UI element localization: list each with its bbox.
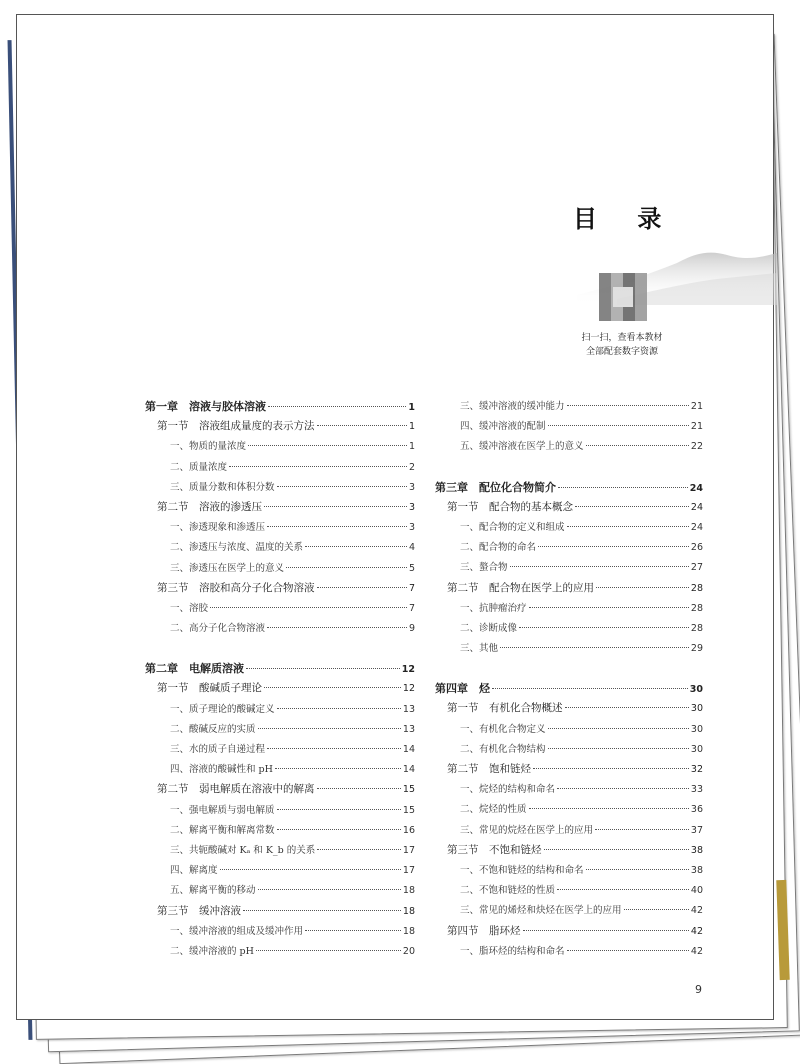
toc-entry-page: 36: [690, 804, 703, 816]
toc-entry-title: 四、解离度: [170, 865, 218, 877]
toc-entry-page: 24: [689, 482, 703, 494]
toc-entry-section[interactable]: [435, 761, 703, 781]
qr-code[interactable]: [599, 273, 647, 321]
dot-leader: [500, 647, 689, 648]
dot-leader: [565, 707, 689, 708]
page-number: 9: [695, 983, 702, 996]
toc-entry-sub[interactable]: [145, 862, 415, 882]
toc-entry-title: 第二节 饱和链烃: [447, 763, 531, 775]
dot-leader: [264, 687, 401, 688]
toc-entry-sub[interactable]: [435, 902, 703, 922]
toc-entry-chapter[interactable]: [145, 398, 415, 418]
toc-entry-title: 第一节 有机化合物概述: [447, 702, 563, 715]
dot-leader: [317, 788, 401, 789]
toc-entry-page: 42: [690, 945, 703, 957]
dot-leader: [558, 487, 688, 488]
toc-entry-page: 13: [402, 703, 415, 715]
toc-entry-page: 30: [690, 703, 703, 715]
toc-entry-title: 二、烷烃的性质: [460, 804, 527, 816]
toc-entry-title: 二、高分子化合物溶液: [170, 623, 266, 635]
dot-leader: [268, 406, 406, 407]
toc-entry-chapter[interactable]: [435, 680, 703, 700]
toc-entry-sub[interactable]: [145, 459, 415, 479]
toc-entry-sub[interactable]: [435, 943, 703, 963]
toc-page: [16, 14, 774, 1020]
toc-entry-section[interactable]: [145, 580, 415, 600]
toc-entry-sub[interactable]: [145, 721, 415, 741]
toc-entry-title: 三、其他: [460, 643, 499, 655]
toc-entry-section[interactable]: [435, 580, 703, 600]
toc-entry-title: 第三节 不饱和链烃: [447, 843, 542, 856]
toc-entry-title: 一、配合物的定义和组成: [460, 521, 565, 533]
dot-leader: [519, 627, 689, 628]
dot-leader: [567, 526, 689, 527]
toc-entry-sub[interactable]: [145, 943, 415, 963]
toc-entry-sub[interactable]: [435, 801, 703, 821]
toc-entry-title: 四、溶液的酸碱性和 pH: [170, 764, 273, 776]
toc-entry-page: 38: [690, 864, 703, 876]
toc-entry-title: 二、诊断成像: [460, 622, 518, 634]
toc-entry-page: 33: [690, 784, 703, 796]
toc-entry-page: 18: [402, 905, 415, 917]
dot-leader: [586, 869, 689, 870]
toc-entry-page: 1: [408, 402, 415, 413]
toc-entry-title: 三、螯合物: [460, 562, 508, 574]
toc-entry-page: 7: [408, 602, 415, 614]
toc-entry-sub[interactable]: [435, 539, 703, 559]
toc-entry-page: 22: [690, 441, 703, 453]
dot-leader: [548, 425, 689, 426]
dot-leader: [277, 829, 401, 830]
dot-leader: [529, 808, 689, 809]
toc-entry-title: 一、烷烃的结构和命名: [460, 784, 556, 796]
toc-entry-title: 第一章 溶液与胶体溶液: [145, 400, 266, 413]
toc-entry-page: 1: [408, 441, 415, 453]
toc-entry-sub[interactable]: [435, 519, 703, 539]
toc-entry-page: 28: [690, 602, 703, 614]
toc-entry-title: 四、缓冲溶液的配制: [460, 421, 546, 433]
toc-entry-title: 三、常见的烯烃和炔烃在医学上的应用: [460, 905, 622, 917]
toc-entry-sub[interactable]: [435, 721, 703, 741]
toc-entry-sub[interactable]: [145, 479, 415, 499]
dot-leader: [277, 708, 401, 709]
toc-entry-page: 30: [690, 723, 703, 735]
dot-leader: [567, 405, 689, 406]
toc-entry-title: 二、配合物的命名: [460, 542, 537, 554]
dot-leader: [256, 950, 401, 951]
dot-leader: [624, 909, 689, 910]
toc-entry-sub[interactable]: [435, 600, 703, 620]
dot-leader: [548, 748, 689, 749]
toc-entry-page: 9: [408, 623, 415, 635]
dot-leader: [248, 445, 407, 446]
toc-entry-sub[interactable]: [145, 438, 415, 458]
toc-entry-page: 42: [690, 925, 703, 937]
dot-leader: [305, 546, 407, 547]
toc-entry-page: 37: [690, 824, 703, 836]
toc-gap: [435, 459, 703, 479]
toc-entry-section[interactable]: [435, 700, 703, 720]
dot-leader: [258, 728, 401, 729]
toc-entry-page: 3: [408, 522, 415, 534]
dot-leader: [220, 869, 401, 870]
dot-leader: [317, 587, 407, 588]
dot-leader: [586, 445, 689, 446]
toc-entry-sub[interactable]: [145, 842, 415, 862]
toc-entry-title: 一、抗肿瘤治疗: [460, 602, 527, 614]
toc-entry-title: 一、强电解质与弱电解质: [170, 804, 275, 816]
dot-leader: [317, 849, 401, 850]
toc-entry-page: 4: [408, 542, 415, 554]
toc-entry-title: 第一节 溶液组成量度的表示方法: [157, 420, 315, 433]
toc-entry-section[interactable]: [435, 923, 703, 943]
dot-leader: [267, 627, 407, 628]
toc-entry-sub[interactable]: [435, 418, 703, 438]
toc-entry-title: 三、水的质子自递过程: [170, 744, 266, 755]
toc-entry-page: 3: [408, 501, 415, 513]
toc-entry-page: 12: [401, 664, 415, 676]
toc-entry-page: 14: [402, 764, 415, 776]
dot-leader: [246, 668, 400, 669]
toc-entry-sub[interactable]: [435, 398, 703, 418]
toc-entry-page: 29: [690, 643, 703, 655]
toc-entry-section[interactable]: [145, 781, 415, 801]
toc-entry-page: 28: [690, 582, 703, 594]
toc-entry-page: 14: [402, 744, 415, 755]
toc-entry-title: 二、渗透压与浓度、温度的关系: [170, 542, 304, 554]
toc-entry-title: 五、缓冲溶液在医学上的意义: [460, 441, 584, 453]
toc-entry-title: 一、缓冲溶液的组成及缓冲作用: [170, 925, 304, 937]
dot-leader: [258, 889, 401, 890]
qr-caption-line-1: 扫一扫，查看本教材: [581, 333, 663, 343]
toc-entry-title: 第二节 溶液的渗透压: [157, 500, 262, 513]
toc-entry-page: 40: [690, 885, 703, 897]
dot-leader: [286, 567, 407, 568]
dot-leader: [538, 546, 689, 547]
toc-entry-title: 第二章 电解质溶液: [145, 662, 244, 676]
toc-entry-title: 一、脂环烃的结构和命名: [460, 945, 565, 957]
toc-entry-title: 一、质子理论的酸碱定义: [170, 703, 275, 715]
dot-leader: [264, 506, 407, 507]
qr-caption-line-2: 全部配套数字资源: [585, 347, 658, 357]
toc-entry-page: 15: [402, 784, 415, 796]
dot-leader: [567, 950, 689, 951]
dot-leader: [595, 829, 689, 830]
toc-entry-title: 第二节 弱电解质在溶液中的解离: [157, 783, 315, 796]
toc-entry-section[interactable]: [435, 499, 703, 519]
toc-column-right: [435, 398, 703, 963]
dot-leader: [492, 688, 688, 689]
toc-entry-sub[interactable]: [435, 882, 703, 902]
toc-entry-title: 二、解离平衡和解离常数: [170, 824, 275, 836]
toc-entry-title: 第二节 配合物在医学上的应用: [447, 581, 594, 594]
toc-entry-sub[interactable]: [145, 923, 415, 943]
toc-entry-sub[interactable]: [145, 701, 415, 721]
dot-leader: [267, 748, 401, 749]
toc-entry-page: 12: [402, 683, 415, 695]
toc-entry-page: 7: [408, 582, 415, 594]
toc-entry-page: 21: [690, 401, 703, 412]
toc-entry-title: 一、物质的量浓度: [170, 441, 247, 453]
dot-leader: [243, 910, 401, 911]
toc-entry-page: 27: [690, 562, 703, 574]
toc-entry-page: 17: [402, 865, 415, 877]
toc-entry-title: 第三节 溶胶和高分子化合物溶液: [157, 581, 315, 594]
toc-entry-sub[interactable]: [435, 781, 703, 801]
toc-entry-page: 2: [408, 461, 415, 473]
toc-entry-page: 18: [402, 925, 415, 937]
toc-entry-sub[interactable]: [435, 741, 703, 761]
toc-entry-title: 一、渗透现象和渗透压: [170, 522, 266, 534]
toc-entry-page: 21: [690, 421, 703, 433]
toc-entry-title: 第四节 脂环烃: [447, 924, 521, 937]
toc-entry-title: 二、不饱和链烃的性质: [460, 885, 556, 897]
toc-entry-title: 三、渗透压在医学上的意义: [170, 562, 285, 574]
toc-entry-sub[interactable]: [145, 802, 415, 822]
toc-entry-page: 24: [690, 521, 703, 533]
toc-entry-title: 一、溶胶: [170, 602, 209, 614]
dot-leader: [557, 889, 689, 890]
toc-entry-title: 三、质量分数和体积分数: [170, 481, 275, 493]
toc-entry-page: 18: [402, 885, 415, 897]
dot-leader: [277, 486, 407, 487]
dot-leader: [548, 728, 689, 729]
dot-leader: [210, 607, 407, 608]
toc-entry-title: 二、酸碱反应的实质: [170, 723, 256, 735]
toc-entry-title: 三、常见的烷烃在医学上的应用: [460, 824, 594, 836]
toc-entry-sub[interactable]: [145, 519, 415, 539]
dot-leader: [277, 809, 401, 810]
toc-entry-sub[interactable]: [145, 882, 415, 902]
toc-column-left: [145, 398, 415, 963]
toc-entry-page: 30: [689, 684, 703, 696]
toc-entry-chapter[interactable]: [145, 660, 415, 680]
toc-entry-sub[interactable]: [435, 559, 703, 579]
dot-leader: [557, 788, 689, 789]
dot-leader: [510, 566, 689, 567]
toc-entry-section[interactable]: [145, 903, 415, 923]
toc-entry-page: 3: [408, 481, 415, 493]
toc-entry-page: 24: [690, 501, 703, 513]
toc-entry-page: 13: [402, 723, 415, 735]
toc-entry-sub[interactable]: [145, 741, 415, 761]
toc-entry-chapter[interactable]: [435, 479, 703, 499]
toc-entry-sub[interactable]: [145, 822, 415, 842]
toc-entry-sub[interactable]: [145, 761, 415, 781]
toc-gap: [145, 640, 415, 660]
toc-entry-sub[interactable]: [435, 640, 703, 660]
toc-gap: [435, 660, 703, 680]
toc-entry-section[interactable]: [435, 842, 703, 862]
dot-leader: [229, 466, 407, 467]
toc-entry-title: 一、不饱和链烃的结构和命名: [460, 864, 584, 876]
toc-entry-section[interactable]: [145, 680, 415, 700]
toc-entry-page: 17: [402, 844, 415, 856]
toc-entry-page: 5: [408, 562, 415, 574]
dot-leader: [529, 607, 689, 608]
toc-entry-page: 1: [408, 421, 415, 433]
toc-entry-sub[interactable]: [145, 560, 415, 580]
qr-caption: [557, 331, 687, 359]
toc-entry-page: 16: [402, 824, 415, 836]
toc-entry-sub[interactable]: [435, 822, 703, 842]
toc-entry-title: 第一节 酸碱质子理论: [157, 682, 262, 695]
toc-entry-page: 42: [690, 905, 703, 917]
toc-entry-page: 20: [402, 945, 415, 957]
dot-leader: [544, 849, 689, 850]
toc-entry-page: 26: [690, 542, 703, 554]
toc-entry-title: 三、共轭酸碱对 Kₐ 和 K_b 的关系: [170, 844, 316, 856]
toc-entry-page: 28: [690, 622, 703, 634]
toc-entry-sub[interactable]: [145, 539, 415, 559]
dot-leader: [305, 930, 401, 931]
toc-entry-sub[interactable]: [145, 620, 415, 640]
toc-entry-sub[interactable]: [145, 600, 415, 620]
page-title: 目 录: [573, 205, 678, 233]
toc-entry-title: 二、有机化合物结构: [460, 743, 546, 755]
toc-entry-title: 三、缓冲溶液的缓冲能力: [460, 401, 565, 412]
dot-leader: [596, 587, 689, 588]
toc-entry-title: 一、有机化合物定义: [460, 723, 546, 735]
toc-entry-page: 15: [402, 804, 415, 816]
dot-leader: [523, 930, 689, 931]
dot-leader: [317, 425, 407, 426]
toc-entry-page: 32: [690, 764, 703, 775]
dot-leader: [575, 506, 689, 507]
toc-entry-title: 五、解离平衡的移动: [170, 885, 256, 897]
dot-leader: [275, 768, 401, 769]
toc-entry-title: 第四章 烃: [435, 682, 490, 696]
toc-entry-sub[interactable]: [435, 438, 703, 458]
toc-entry-page: 38: [690, 844, 703, 856]
toc-entry-section[interactable]: [145, 418, 415, 438]
toc-entry-section[interactable]: [145, 499, 415, 519]
toc-entry-page: 30: [690, 743, 703, 755]
dot-leader: [267, 526, 407, 527]
toc-entry-title: 二、缓冲溶液的 pH: [170, 945, 254, 957]
toc-entry-sub[interactable]: [435, 862, 703, 882]
toc-entry-title: 第一节 配合物的基本概念: [447, 500, 573, 513]
toc-entry-sub[interactable]: [435, 620, 703, 640]
dot-leader: [533, 768, 689, 769]
toc-entry-title: 第三节 缓冲溶液: [157, 904, 241, 917]
toc-entry-title: 第三章 配位化合物简介: [435, 480, 556, 494]
toc-entry-title: 二、质量浓度: [170, 461, 228, 473]
